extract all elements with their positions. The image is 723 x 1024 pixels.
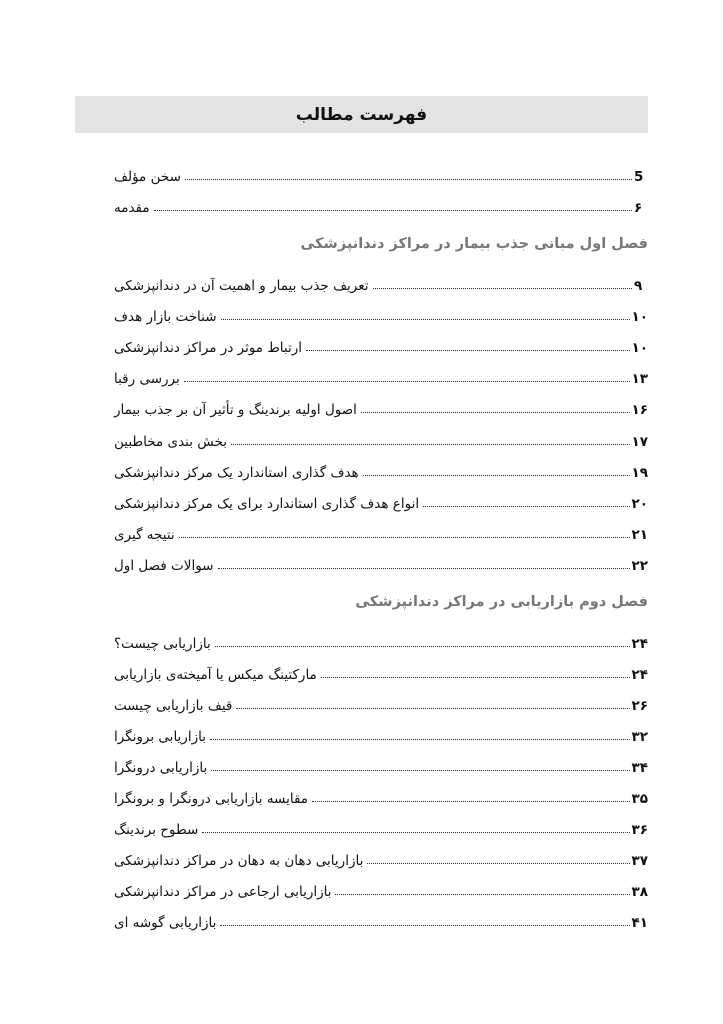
dot-leader xyxy=(179,537,630,538)
toc-entry-label: بازاریابی چیست؟ xyxy=(114,636,211,652)
toc-entry-label: بررسی رقبا xyxy=(114,371,180,387)
toc-entry-page: ۳۴ xyxy=(631,760,648,776)
toc-entry-page: ۲۴ xyxy=(631,636,648,652)
toc-entry[interactable] xyxy=(112,334,648,356)
toc-entry[interactable] xyxy=(112,630,648,652)
toc-entry-label: تعریف جذب بیمار و اهمیت آن در دندانپزشکی xyxy=(114,278,369,294)
dot-leader xyxy=(367,863,629,864)
dot-leader xyxy=(185,179,632,180)
toc-entry[interactable] xyxy=(112,909,648,931)
dot-leader xyxy=(373,288,632,289)
dot-leader xyxy=(236,708,629,709)
toc-entry-page: ۳۶ xyxy=(631,822,648,838)
toc-entry-label: سطوح برندینگ xyxy=(114,822,199,838)
toc-entry-author-note[interactable] xyxy=(112,163,648,185)
toc-entry-label: مارکتینگ میکس یا آمیخته‌ی بازاریابی xyxy=(114,667,317,683)
toc-entry-label: سخن مؤلف xyxy=(114,169,181,185)
toc-entry-page: ۶ xyxy=(634,200,643,216)
toc-entry-introduction[interactable] xyxy=(112,194,648,216)
toc-entry-page: ۳۷ xyxy=(631,853,648,869)
toc-entry-label: بخش بندی مخاطبین xyxy=(114,434,227,450)
dot-leader xyxy=(231,444,630,445)
toc-entry-page: ۲۲ xyxy=(631,558,648,574)
toc-entry-label: اصول اولیه برندینگ و تأثیر آن بر جذب بیمار xyxy=(114,402,357,418)
toc-entry[interactable] xyxy=(112,303,648,325)
toc-entry[interactable] xyxy=(112,847,648,869)
toc-entry-label: بازاریابی دهان به دهان در مراکز دندانپزشکی xyxy=(114,853,364,869)
dot-leader xyxy=(202,832,629,833)
toc-entry-page: ۱۳ xyxy=(631,371,648,387)
toc-entry[interactable] xyxy=(112,785,648,807)
dot-leader xyxy=(312,801,629,802)
toc-entry-page: ۹ xyxy=(634,278,643,294)
toc-entry-page: 5 xyxy=(634,169,644,185)
dot-leader xyxy=(335,894,629,895)
toc-entry-label: بازاریابی ارجاعی در مراکز دندانپزشکی xyxy=(114,884,332,900)
dot-leader xyxy=(321,677,630,678)
toc-entry-page: ۲۱ xyxy=(631,527,648,543)
toc-entry-label: بازاریابی درونگرا xyxy=(114,760,208,776)
dot-leader xyxy=(221,319,630,320)
toc-entry[interactable] xyxy=(112,272,648,294)
toc-entry-page: ۱۷ xyxy=(631,434,648,450)
toc-entry[interactable] xyxy=(112,692,648,714)
toc-entry-label: هدف گذاری استاندارد یک مرکز دندانپزشکی xyxy=(114,465,359,481)
toc-entry-page: ۴۱ xyxy=(631,915,648,931)
toc-entry[interactable] xyxy=(112,428,648,450)
toc-entry[interactable] xyxy=(112,723,648,745)
toc-entry-label: بازاریابی گوشه ای xyxy=(114,915,217,931)
toc-entry[interactable] xyxy=(112,521,648,543)
toc-entry[interactable] xyxy=(112,816,648,838)
dot-leader xyxy=(215,646,630,647)
toc-entry-label: انواع هدف گذاری استاندارد برای یک مرکز دندانپزشکی xyxy=(114,496,420,512)
toc-entry-label: سوالات فصل اول xyxy=(114,558,214,574)
toc-entry-label: بازاریابی برونگرا xyxy=(114,729,206,745)
chapter-2-heading[interactable]: فصل دوم بازاریابی در مراکز دندانپزشکی xyxy=(355,594,648,610)
toc-entry-label: قیف بازاریابی چیست xyxy=(114,698,233,714)
chapter-1-heading[interactable]: فصل اول مبانی جذب بیمار در مراکز دندانپزشکی xyxy=(300,236,648,252)
dot-leader xyxy=(210,739,630,740)
toc-entry[interactable] xyxy=(112,396,648,418)
toc-entry-label: مقایسه بازاریابی درونگرا و برونگرا xyxy=(114,791,309,807)
dot-leader xyxy=(218,568,630,569)
toc-entry[interactable] xyxy=(112,661,648,683)
toc-entry-page: ۱۰ xyxy=(631,340,648,356)
toc-entry-page: ۱۹ xyxy=(631,465,648,481)
dot-leader xyxy=(306,350,629,351)
toc-entry-page: ۲۶ xyxy=(631,698,648,714)
toc-entry-page: ۱۶ xyxy=(631,402,648,418)
dot-leader xyxy=(363,475,630,476)
dot-leader xyxy=(220,925,629,926)
toc-entry-label: شناخت بازار هدف xyxy=(114,309,217,325)
toc-entry-page: ۳۲ xyxy=(631,729,648,745)
toc-entry-page: ۲۰ xyxy=(631,496,648,512)
toc-entry[interactable] xyxy=(112,878,648,900)
toc-entry-page: ۳۸ xyxy=(631,884,648,900)
dot-leader xyxy=(184,381,630,382)
toc-entry[interactable] xyxy=(112,490,648,512)
toc-entry[interactable] xyxy=(112,754,648,776)
toc-entry-label: ارتباط موثر در مراکز دندانپزشکی xyxy=(114,340,303,356)
dot-leader xyxy=(211,770,629,771)
toc-entry[interactable] xyxy=(112,459,648,481)
toc-entry-page: ۳۵ xyxy=(631,791,648,807)
toc-entry[interactable] xyxy=(112,365,648,387)
toc-entry-page: ۲۴ xyxy=(631,667,648,683)
dot-leader xyxy=(154,210,632,211)
toc-entry[interactable] xyxy=(112,552,648,574)
toc-entry-label: مقدمه xyxy=(114,200,150,216)
dot-leader xyxy=(423,506,629,507)
toc-title: فهرست مطالب xyxy=(295,104,428,125)
toc-entry-page: ۱۰ xyxy=(631,309,648,325)
toc-entry-label: نتیجه گیری xyxy=(114,527,175,543)
dot-leader xyxy=(361,412,630,413)
toc-title-bar xyxy=(75,96,648,133)
